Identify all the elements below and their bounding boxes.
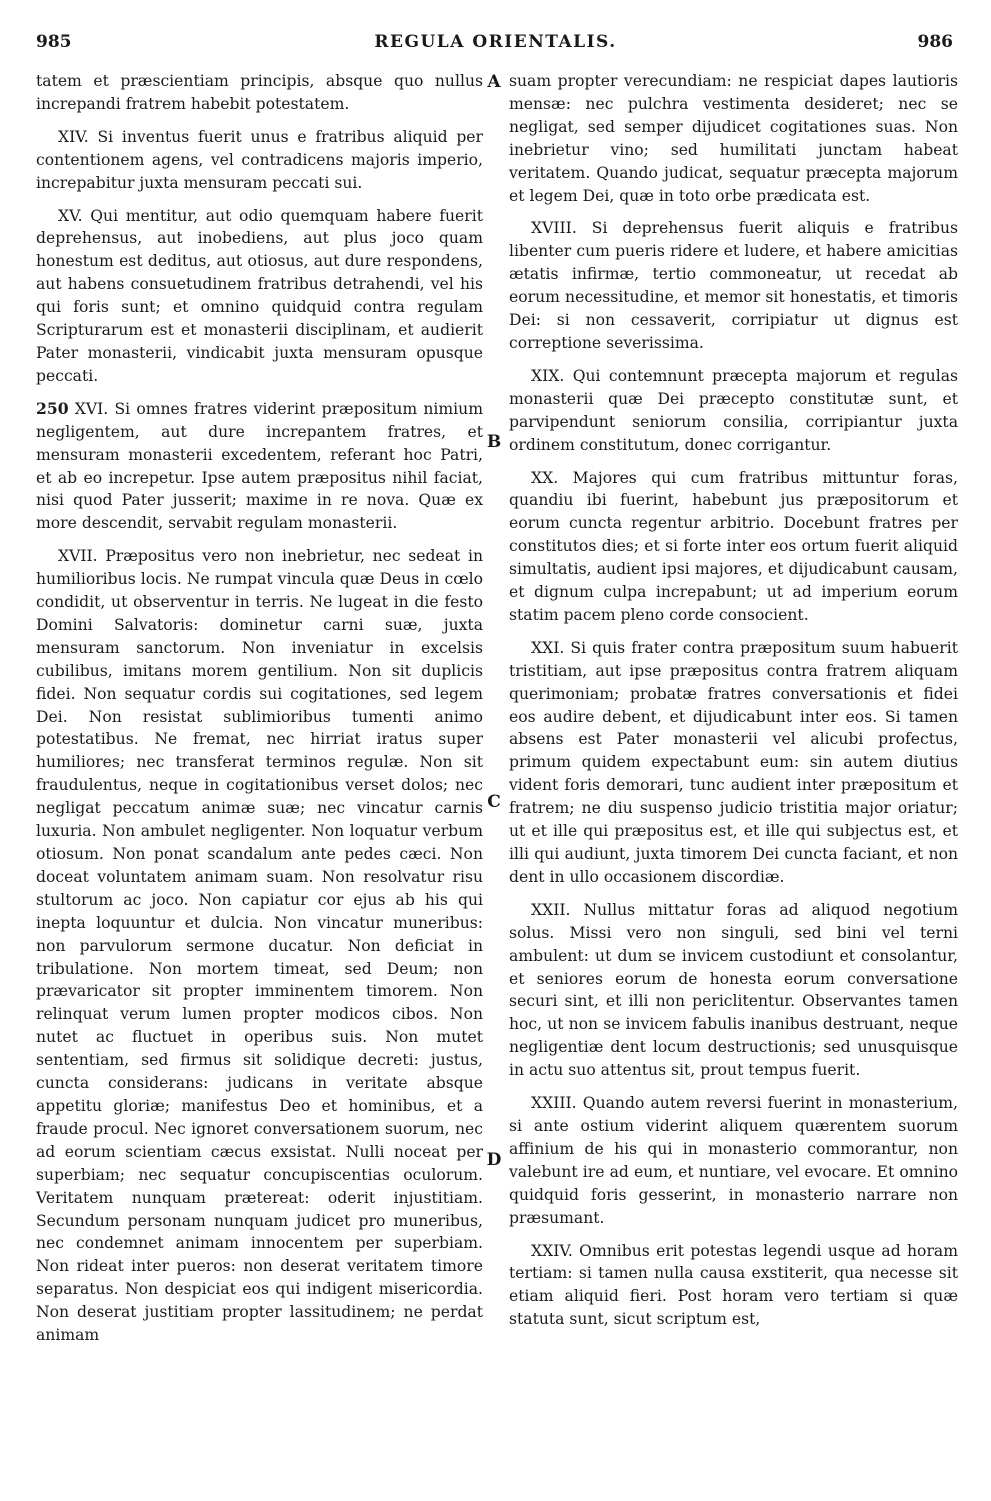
- running-title: REGULA ORIENTALIS.: [374, 32, 617, 52]
- margin-letter-c: C: [487, 792, 501, 812]
- running-header: [0, 20, 991, 60]
- left-column: [36, 70, 483, 1357]
- paragraph-continued-right: suam propter verecundiam: ne respiciat dapes lautioris mensæ: nec pulchra vestimenta desideret; nec se negligat, sed semper dijudicet cogitationes suas. Non inebrietur vino; sed humilitati junctam habeat veritatem. Quando judicat, sequatur præcepta majorum et legem Dei, quæ in toto orbe prædicata est.: [509, 72, 958, 205]
- paragraph-continued: tatem et præscientiam principis, absque quo nullus increpandi fratrem habebit potestatem.: [36, 72, 483, 113]
- paragraph-xix: XIX. Qui contemnunt præcepta majorum et regulas monasterii quæ Dei præcepto constitutæ sunt, et parvipendunt seniorum consilia, corripiantur juxta ordinem constitutum, donec corrigantur.: [509, 366, 958, 454]
- margin-letter-b: B: [486, 432, 502, 452]
- paragraph-xviii: XVIII. Si deprehensus fuerit aliquis e fratribus libenter cum pueris ridere et ludere, et habere amicitias ætatis infirmæ, tertio commoneatur, ut recedat ab eorum necessitudine, et memor sit honestatis, et timoris Dei: si non cessaverit, corripiatur ut dignus est correptione severissima.: [509, 219, 958, 352]
- paragraph-xvi: [36, 398, 483, 535]
- marginal-section-number: 250: [36, 398, 69, 418]
- paragraph-xxii: XXII. Nullus mittatur foras ad aliquod negotium solus. Missi vero non singuli, sed bini vel terni ambulent: ut dum se invicem custodiunt et consolantur, et seniores eorum de honesta eorum conversatione securi sint, et illi non periclitentur. Observantes tamen hoc, ut non se invicem fabulis inanibus destruant, neque negligentiæ dent locum destructionis; sed unusquisque in actu suo attentus sit, prout tempus fuerit.: [509, 900, 958, 1080]
- paragraph-xx: XX. Majores qui cum fratribus mittuntur foras, quandiu ibi fuerint, habebunt jus præpositorum et eorum cuncta regentur arbitrio. Docebunt fratres per constitutos dies; et si forte inter eos ortum fuerit aliquid simultatis, audient ipsi majores, et dijudicabunt causam, et dignum culpa increpabunt; ut ad imperium eorum statim pacem pleno corde consocient.: [509, 468, 958, 624]
- paragraph-xvi-text: XVI. Si omnes fratres viderint præpositum nimium negligentem, aut dure increpantem fratres, et mensuram monasterii excedentem, referant hoc Patri, et ab eo increpetur. Ipse autem præpositus nihil faciat, nisi quod Pater jusserit; maxime in re nova. Quæ ex more descendit, servabit regulam monasterii.: [36, 399, 483, 533]
- right-page-number: 986: [917, 32, 953, 52]
- paragraph-xiv: XIV. Si inventus fuerit unus e fratribus aliquid per contentionem agens, vel contradicens majoris imperio, increpabitur juxta mensuram peccati sui.: [36, 127, 483, 192]
- left-page-number: 985: [36, 32, 72, 52]
- paragraph-xxi: XXI. Si quis frater contra præpositum suum habuerit tristitiam, aut ipse præpositus contra fratrem aliquam querimoniam; probatæ fratres conversationis et fidei eos audire debent, et dijudicabunt inter eos. Si tamen absens est Pater monasterii vel alicubi profectus, primum quidem expectabunt eum: sin autem diutius vident foris demorari, tunc audient inter præpositum et fratrem; ne diu suspenso judicio tristitia major oriatur; ut et ille qui præpositus est, et ille qui subjectus est, et illi qui audiunt, juxta timorem Dei cuncta faciant, et non dent in ullo occasionem discordiæ.: [509, 638, 958, 886]
- paragraph-xv: XV. Qui mentitur, aut odio quemquam habere fuerit deprehensus, aut inobediens, aut plus joco quam honestum est deditus, aut otiosus, aut dure respondens, aut habens consuetudinem fratribus detrahendi, vel his qui foris sunt; et omnino quidquid contra regulam Scripturarum est et monasterii disciplinam, et audierit Pater monasterii, vindicabit juxta mensuram opusque peccati.: [36, 206, 483, 385]
- margin-letter-a: A: [487, 72, 501, 92]
- paragraph-xvii: XVII. Præpositus vero non inebrietur, nec sedeat in humilioribus locis. Ne rumpat vincula quæ Deus in cœlo condidit, ut observentur in terris. Ne lugeat in die festo Domini Salvatoris: dominetur carni suæ, juxta mensuram sanctorum. Non inveniatur in excelsis cubilibus, imitans morem gentilium. Non sit duplicis fidei. Non sequatur cordis sui cogitationes, sed legem Dei. Non resistat sublimioribus tumenti animo potestatibus. Ne fremat, nec hirriat iratus super humiliores; nec transferat terminos regulæ. Non sit fraudulentus, neque in cogitationibus verset dolos; nec negligat peccatum animæ suæ; nec vincatur carnis luxuria. Non ambulet negligenter. Non loquatur verbum otiosum. Non ponat scandalum ante pedes cæci. Non doceat voluntatem animam suam. Non resolvatur risu stultorum ac joco. Non capiatur cor ejus ab his qui inepta loquuntur et dulcia. Non vincatur muneribus: non parvulorum sermone ducatur. Non deficiat in tribulatione. Non mortem timeat, sed Deum; non prævaricator sit propter imminentem timorem. Non relinquat verum lumen propter modicos cibos. Non nutet ac fluctuet in operibus suis. Non mutet sententiam, sed firmus sit solidique decreti: justus, cuncta considerans: judicans in veritate absque appetitu gloriæ; manifestus Deo et hominibus, et a fraude procul. Nec ignoret conversationem suorum, nec ad eorum scientiam cæcus exsistat. Nulli noceat per superbiam; nec sequatur concupiscentias oculorum. Veritatem nunquam prætereat: oderit injustitiam. Secundum personam nunquam judicet pro muneribus, nec condemnet animam innocentem per superbiam. Non rideat inter pueros: non deserat veritatem timore separatus. Non despiciat eos qui indigent misericordia. Non deserat justitiam propter lassitudinem; ne perdat animam: [36, 547, 483, 1345]
- right-column: [509, 70, 958, 1341]
- paragraph-xxiv: XXIV. Omnibus erit potestas legendi usque ad horam tertiam: si tamen nulla causa exstiterit, qua necesse sit etiam aliquid fieri. Post horam vero tertiam si quæ statuta sunt, sicut scriptum est,: [509, 1241, 958, 1329]
- margin-letter-d: D: [486, 1150, 502, 1170]
- paragraph-xxiii: XXIII. Quando autem reversi fuerint in monasterium, si ante ostium viderint aliquem quærentem suorum affinium de his qui in monasterio commorantur, non valebunt ire ad eum, et nuntiare, vel evocare. Et omnino quidquid foris gesserint, in monasterio narrare non præsumant.: [509, 1094, 958, 1227]
